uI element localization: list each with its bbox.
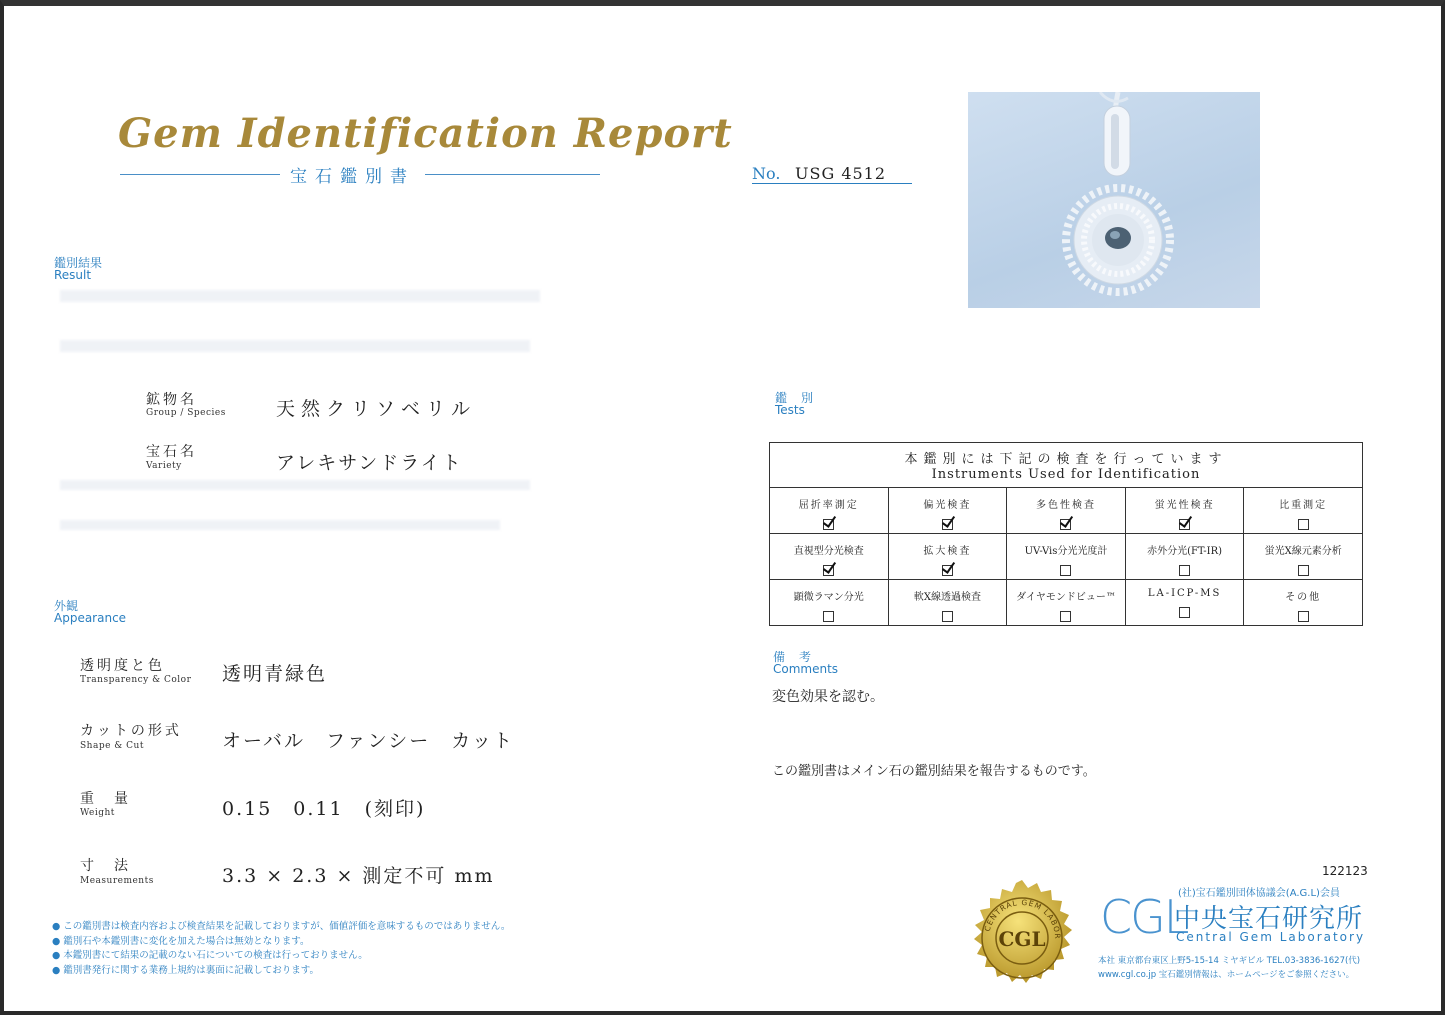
- report-subtitle: 宝石鑑別書: [280, 162, 425, 187]
- lab-name-en: Central Gem Laboratory: [1176, 930, 1366, 944]
- faded-text: [60, 480, 530, 490]
- lab-membership: (社)宝石鑑別団体協議会(A.G.L)会員: [1178, 888, 1340, 899]
- footer-note: ● 鑑別石や本鑑別書に変化を加えた場合は無効となります。: [52, 935, 310, 947]
- checkbox-checked: [942, 565, 953, 576]
- result-section-jp: 鑑別結果: [54, 256, 103, 270]
- lab-address: 本社 東京都台東区上野5-15-14 ミヤギビル TEL.03-3836-1627(代): [1098, 956, 1361, 966]
- seal-icon: [962, 878, 1082, 998]
- checkbox-checked: [942, 519, 953, 530]
- tests-section-jp: 鑑別: [775, 391, 828, 405]
- tests-table-header: [770, 443, 1363, 488]
- faded-text: [60, 340, 530, 352]
- color-label-en: Transparency & Color: [80, 675, 192, 685]
- species-label: 鉱物名: [146, 392, 197, 408]
- test-label: 比重測定: [1279, 500, 1328, 511]
- test-label: 拡大検査: [923, 546, 972, 557]
- test-label: ダイヤモンドビュー™: [1016, 592, 1116, 603]
- cut-value: オーバル ファンシー カット: [222, 730, 515, 752]
- test-cell: [1125, 488, 1244, 534]
- checkbox-unchecked: [1060, 611, 1071, 622]
- test-cell: [1007, 534, 1126, 580]
- test-label: 蛍光X線元素分析: [1264, 546, 1342, 557]
- cgl-logo-mark: CGL: [1100, 890, 1188, 944]
- test-cell: [1007, 488, 1126, 534]
- checkbox-unchecked: [1298, 519, 1309, 530]
- test-cell: [770, 534, 889, 580]
- tests-header-jp: 本鑑別には下記の検査を行っています: [904, 452, 1228, 467]
- test-cell: [1007, 580, 1126, 626]
- report-number-label: No.: [752, 164, 781, 183]
- measurements-label-en: Measurements: [80, 876, 154, 886]
- checkbox-unchecked: [1179, 607, 1190, 618]
- test-cell: [1125, 534, 1244, 580]
- variety-value: アレキサンドライト: [276, 452, 463, 474]
- test-cell: [1125, 580, 1244, 626]
- weight-label-en: Weight: [80, 808, 115, 818]
- checkbox-unchecked: [942, 611, 953, 622]
- footer-note: ● 本鑑別書にて結果の記載のない石についての検査は行っておりません。: [52, 950, 368, 961]
- seal-text: CENTRAL GEM LABOR: [982, 897, 1063, 940]
- checkbox-checked: [823, 565, 834, 576]
- test-label: 偏光検査: [923, 500, 972, 511]
- weight-label: 重 量: [80, 791, 131, 807]
- species-value: 天然クリソベリル: [276, 398, 477, 420]
- comments-text: 変色効果を認む。: [772, 689, 884, 705]
- cut-label: カットの形式: [80, 723, 182, 739]
- weight-value: 0.15 0.11 (刻印): [222, 798, 426, 820]
- test-label: その他: [1285, 592, 1322, 603]
- test-label: LA-ICP-MS: [1147, 588, 1222, 599]
- serial-number: 122123: [1322, 864, 1368, 878]
- test-cell: [770, 488, 889, 534]
- footer-notes: [52, 920, 510, 978]
- footer-note: ● この鑑別書は検査内容および検査結果を記載しておりますが、価値評価を意味するものではありません。: [52, 921, 511, 932]
- test-cell: [888, 534, 1007, 580]
- test-label: UV-Vis分光光度計: [1024, 546, 1108, 557]
- color-label: 透明度と色: [80, 658, 165, 674]
- gold-seal: [962, 878, 1082, 998]
- tests-table: [769, 442, 1363, 626]
- measurements-value: 3.3 × 2.3 × 測定不可 mm: [222, 865, 495, 887]
- test-label: 直視型分光検査: [793, 546, 864, 557]
- test-label: 蛍光性検査: [1154, 500, 1215, 511]
- tests-header-en: Instruments Used for Identification: [931, 467, 1201, 482]
- variety-label-en: Variety: [146, 461, 182, 471]
- result-section-en: Result: [54, 268, 92, 282]
- faded-text: [60, 520, 500, 530]
- checkbox-unchecked: [1298, 565, 1309, 576]
- test-label: 軟X線透過検査: [913, 592, 981, 603]
- gem-photo: [968, 92, 1260, 308]
- footer-note: ● 鑑別書発行に関する業務上規約は裏面に記載しております。: [52, 964, 320, 976]
- test-label: 顕微ラマン分光: [793, 592, 864, 603]
- variety-label: 宝石名: [146, 444, 197, 460]
- report-title: Gem Identification Report: [118, 110, 733, 157]
- seal-mark: CGL: [998, 927, 1046, 951]
- comments-section-jp: 備考: [773, 650, 826, 664]
- test-cell: [770, 580, 889, 626]
- cut-label-en: Shape & Cut: [80, 741, 144, 751]
- color-value: 透明青緑色: [222, 663, 328, 685]
- checkbox-unchecked: [1179, 565, 1190, 576]
- checkbox-unchecked: [1060, 565, 1071, 576]
- test-cell: [1244, 580, 1363, 626]
- measurements-label: 寸 法: [80, 858, 131, 874]
- appearance-section-en: Appearance: [54, 611, 127, 625]
- report-number: USG 4512: [795, 164, 887, 183]
- main-stone-note: この鑑別書はメイン石の鑑別結果を報告するものです。: [772, 764, 1096, 779]
- checkbox-checked: [1060, 519, 1071, 530]
- tests-section-en: Tests: [775, 403, 805, 417]
- lab-web: www.cgl.co.jp 宝石鑑別情報は、ホームページをご参照ください。: [1098, 970, 1355, 980]
- test-cell: [888, 580, 1007, 626]
- checkbox-checked: [823, 519, 834, 530]
- faded-text: [60, 290, 540, 302]
- checkbox-unchecked: [823, 611, 834, 622]
- test-cell: [1244, 488, 1363, 534]
- test-cell: [1244, 534, 1363, 580]
- test-label: 多色性検査: [1035, 500, 1096, 511]
- test-label: 屈折率測定: [798, 500, 859, 511]
- test-label: 赤外分光(FT-IR): [1147, 546, 1223, 557]
- appearance-section-jp: 外観: [54, 599, 79, 613]
- species-label-en: Group / Species: [146, 408, 226, 418]
- pendant-image: [968, 92, 1260, 308]
- lab-name-jp: 中央宝石研究所: [1174, 904, 1364, 934]
- test-cell: [888, 488, 1007, 534]
- checkbox-unchecked: [1298, 611, 1309, 622]
- comments-section-en: Comments: [773, 662, 839, 676]
- report-number-rule: [752, 183, 912, 184]
- checkbox-checked: [1179, 519, 1190, 530]
